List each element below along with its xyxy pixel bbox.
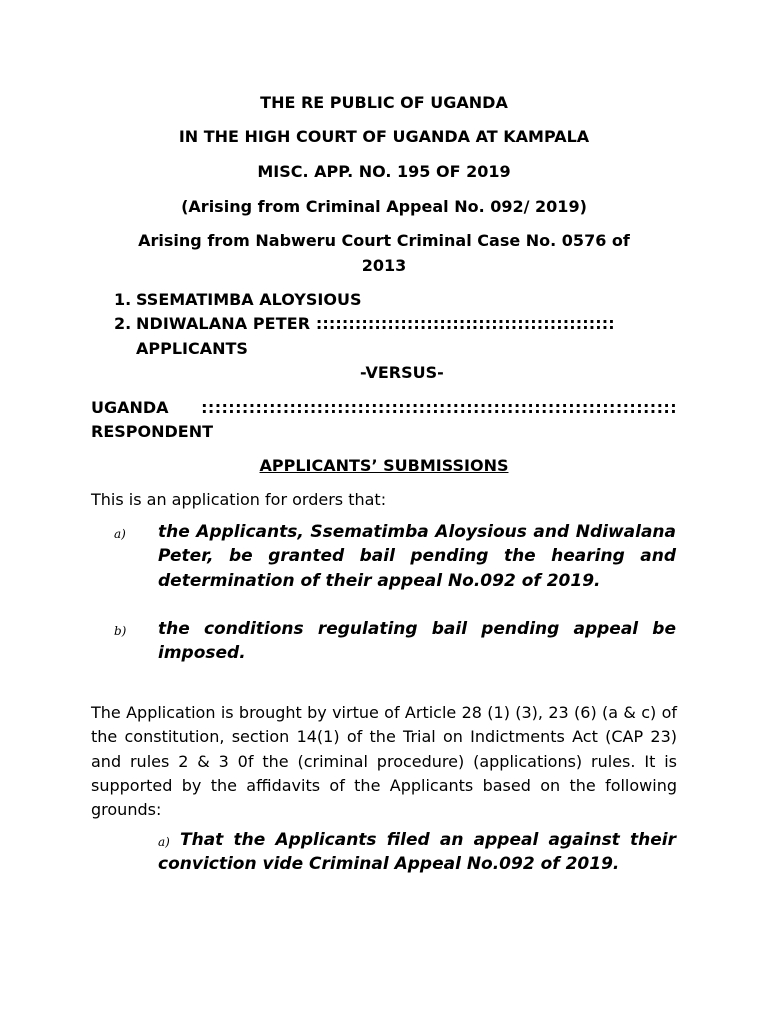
versus-label: -VERSUS- xyxy=(360,363,444,382)
ground-a-text: That the Applicants filed an appeal against their conviction vide Criminal Appeal No.092 of 2019. xyxy=(158,830,676,875)
applicant-2-number: 2. xyxy=(114,314,132,333)
respondent-name: UGANDA xyxy=(91,398,169,417)
submissions-title: APPLICANTS’ SUBMISSIONS xyxy=(259,456,509,475)
order-a-text: the Applicants, Ssematimba Aloysious and Ndiwalana Peter, be granted bail pending the hearing and determination of their appeal No.092 of 2019. xyxy=(158,522,676,591)
applicant-1-name: SSEMATIMBA ALOYSIOUS xyxy=(136,290,362,309)
respondent-dots: :::::::::::::::::::::::::::::::::::::::::::::::::::::::::::::::::::::: xyxy=(201,398,677,417)
applicants-label: APPLICANTS xyxy=(136,339,248,358)
misc-app-heading: MISC. APP. NO. 195 OF 2019 xyxy=(257,162,511,181)
arising-from-case-line2: 2013 xyxy=(361,256,407,275)
ground-a-marker: a) xyxy=(158,835,170,849)
applicant-2-name: NDIWALANA PETER :::::::::::::::::::::::::::::::::::::::::::::: xyxy=(136,314,615,333)
basis-paragraph: The Application is brought by virtue of Article 28 (1) (3), 23 (6) (a & c) of the constitution, section 14(1) of the Trial on Indictments Act (CAP 23) and rules 2 & 3 0f the (criminal procedure) (applications) rules. It is supported by the affidavits of the Applicants based on the following grounds: xyxy=(91,703,677,820)
applicant-1-number: 1. xyxy=(114,290,132,309)
order-b-text: the conditions regulating bail pending appeal be imposed. xyxy=(158,619,676,664)
intro-text: This is an application for orders that: xyxy=(91,490,387,509)
order-a-marker: a) xyxy=(114,527,126,541)
republic-heading: THE RE PUBLIC OF UGANDA xyxy=(260,93,508,112)
arising-from-appeal: (Arising from Criminal Appeal No. 092/ 2019) xyxy=(181,197,587,216)
order-b-marker: b) xyxy=(114,624,127,638)
arising-from-case-line1: Arising from Nabweru Court Criminal Case No. 0576 of xyxy=(138,231,630,250)
respondent-line xyxy=(91,396,677,420)
court-heading: IN THE HIGH COURT OF UGANDA AT KAMPALA xyxy=(178,127,590,146)
respondent-label: RESPONDENT xyxy=(91,422,214,441)
